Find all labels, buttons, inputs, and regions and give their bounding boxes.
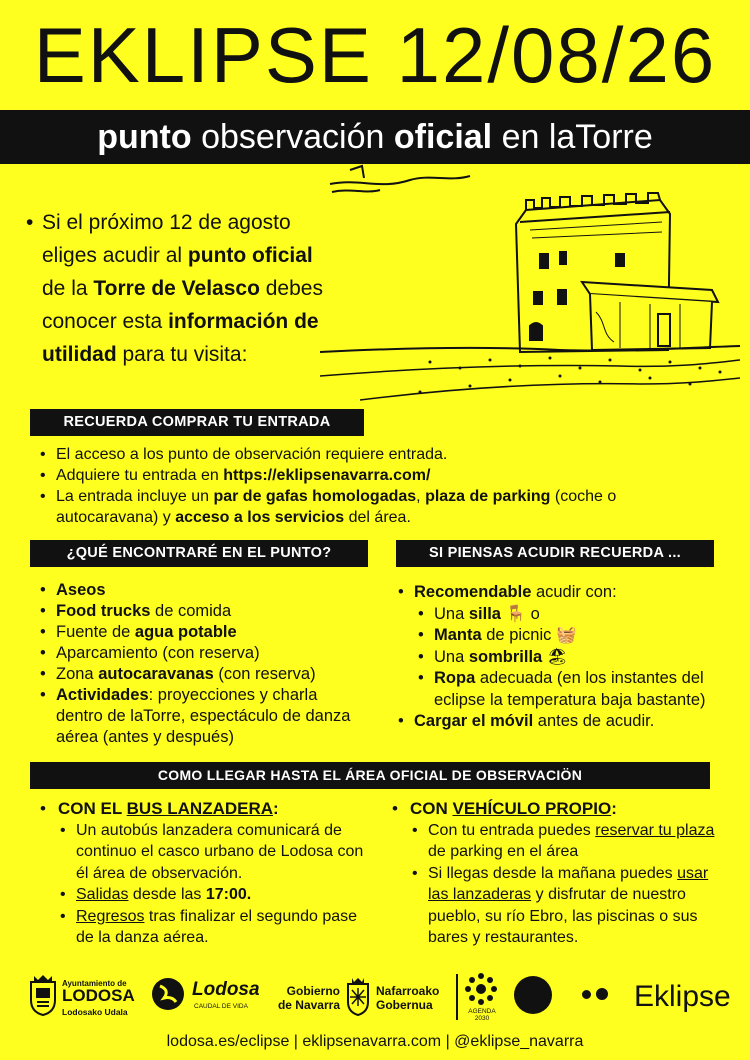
list-text: adecuada (en los instantes del eclipse la temperatura baja bastante): [434, 669, 706, 709]
entrada-list: [38, 444, 718, 528]
list-text: El acceso a los punto de observación requiere entrada.: [56, 446, 448, 463]
page-title: EKLIPSE 12/08/26: [33, 11, 717, 99]
ayto-small-label: Ayuntamiento de: [62, 979, 127, 988]
list-underline: BUS LANZADERA: [126, 799, 274, 818]
subtitle-bold-2: oficial: [393, 118, 493, 156]
coat-of-arms-icon: [28, 974, 58, 1016]
section-heading-llegar: COMO LLEGAR HASTA EL ÁREA OFICIAL DE OBSERVACIÖN: [30, 762, 710, 789]
list-bold: acceso a los servicios: [175, 509, 345, 526]
agenda-2030-icon: [464, 972, 498, 1006]
list-text: acudir con:: [531, 583, 617, 601]
navarra-shield-icon: [344, 978, 372, 1016]
ayto-sub-label: Lodosako Udala: [62, 1007, 128, 1017]
list-item: [396, 711, 726, 733]
tower-illustration: [320, 162, 740, 408]
list-text: Una: [434, 604, 469, 623]
list-bold: :: [611, 799, 617, 818]
list-text: Un autobús lanzadera comunicará de continuo el casco urbano de Lodosa con él área de observación.: [76, 821, 364, 882]
list-bold: autocaravanas: [98, 665, 214, 683]
eclipse-circle-icon: [514, 976, 552, 1014]
list-bold: Recomendable: [414, 583, 532, 601]
list-bold: CON: [410, 799, 453, 818]
lodosa-brand-name: Lodosa: [192, 979, 260, 1000]
list-text: antes de acudir.: [533, 712, 655, 730]
list-text: de parking en el área: [428, 843, 579, 860]
list-underline: VEHÍCULO PROPIO: [452, 799, 612, 818]
list-item: [38, 884, 378, 906]
bullet-icon: •: [26, 211, 34, 234]
list-text: (coche o autocaravana) y: [56, 488, 617, 526]
eclipse-dot-icon: [596, 988, 608, 1000]
list-item: [38, 601, 368, 622]
section-heading-punto: ¿QUÉ ENCONTRARÉ EN EL PUNTO?: [30, 540, 368, 567]
list-text: Si llegas desde la mañana puedes: [428, 864, 678, 882]
gobierno-label-1: Gobierno: [286, 984, 340, 998]
list-text: y disfrutar de nuestro pueblo, su río Ebro, las piscinas o sus bares y restaurantes.: [428, 886, 698, 946]
list-item: [396, 582, 726, 604]
list-bold: Cargar el móvil: [414, 712, 534, 730]
list-underline: reservar tu plaza: [595, 821, 715, 839]
list-item: [38, 622, 368, 643]
list-text: de picnic 🧺: [481, 626, 577, 644]
list-item: [38, 664, 368, 685]
list-item: [390, 798, 730, 820]
list-text: del área.: [344, 509, 411, 526]
list-item: [396, 668, 726, 711]
subtitle-text-2: en laTorre: [492, 118, 653, 156]
list-bold: Aseos: [56, 581, 106, 599]
list-item: [38, 685, 368, 748]
list-bold: agua potable: [134, 623, 237, 641]
lodosa-brand-icon: [150, 976, 186, 1012]
list-text: La entrada incluye un: [56, 488, 214, 505]
list-item: [396, 625, 726, 647]
intro-text: debes conocer esta: [42, 277, 323, 333]
ayto-name: LODOSA: [62, 986, 135, 1005]
list-underline: Regresos: [76, 907, 145, 925]
list-item: [396, 604, 726, 626]
section-heading-recuerda: SI PIENSAS ACUDIR RECUERDA ...: [396, 540, 714, 567]
list-text: 🪑 o: [500, 604, 540, 623]
list-text: : proyecciones y charla dentro de laTorre, espectáculo de danza aérea (antes y después): [56, 686, 351, 746]
intro-bold: punto oficial: [187, 244, 313, 267]
list-text: Aparcamiento (con reserva): [56, 644, 260, 662]
subtitle-bold-1: punto: [97, 118, 192, 156]
footer-links[interactable]: lodosa.es/eclipse | eklipsenavarra.com | @eklipse_navarra: [166, 1033, 584, 1050]
list-text: Una: [434, 647, 469, 666]
lodosa-tagline: CAUDAL DE VIDA: [194, 1003, 248, 1010]
list-bold: :: [273, 799, 279, 818]
gobierno-label-2: de Navarra: [277, 998, 340, 1012]
list-underline: Salidas: [76, 886, 129, 903]
list-bold: Manta: [434, 626, 482, 644]
list-bold: silla: [468, 604, 501, 623]
list-bold: Ropa: [434, 669, 476, 687]
list-text: tras finalizar el segundo pase de la danza aérea.: [76, 907, 358, 946]
list-item: [38, 798, 378, 820]
list-bold: par de gafas homologadas: [213, 488, 417, 505]
website-link[interactable]: https://eklipsenavarra.com/: [223, 467, 431, 484]
intro-text: de la: [42, 277, 94, 300]
list-bold: sombrilla: [468, 647, 543, 666]
section-heading-entrada: RECUERDA COMPRAR TU ENTRADA: [30, 409, 364, 436]
list-text: (con reserva): [213, 665, 316, 683]
list-text: desde las: [128, 886, 206, 903]
subtitle-banner: [0, 110, 750, 164]
list-bold: CON EL: [58, 799, 127, 818]
list-bold: Food trucks: [56, 602, 151, 620]
list-item: [38, 580, 368, 601]
punto-list: [38, 580, 368, 748]
list-text: Zona: [56, 665, 99, 683]
list-item: [38, 486, 718, 528]
list-bold: Actividades: [56, 686, 149, 704]
list-text: ,: [416, 488, 426, 505]
subtitle-text-1: observación: [191, 118, 394, 156]
list-item: [396, 647, 726, 669]
car-list: [390, 798, 730, 949]
list-item: [390, 820, 730, 863]
list-item: [38, 643, 368, 664]
list-text: Fuente de: [56, 623, 135, 641]
list-text: 🏖: [542, 647, 568, 666]
intro-bold: Torre de Velasco: [93, 277, 260, 300]
list-item: [38, 906, 378, 949]
nafarroako-label-1: Nafarroako: [376, 984, 440, 998]
agenda-label: AGENDA 2030: [468, 1008, 496, 1022]
list-text: Adquiere tu entrada en: [56, 467, 224, 484]
list-item: [390, 863, 730, 949]
nafarroako-label-2: Gobernua: [376, 998, 433, 1012]
list-item: [38, 465, 718, 486]
list-bold: plaza de parking: [425, 488, 551, 505]
intro-text: para tu visita:: [116, 343, 248, 366]
intro-paragraph: [28, 206, 338, 371]
list-underline: usar las lanzaderas: [428, 864, 709, 903]
list-bold: 17:00.: [205, 886, 252, 903]
list-item: [38, 820, 378, 885]
intro-bold: información de utilidad: [42, 310, 319, 366]
list-text: de comida: [150, 602, 232, 620]
eklipse-wordmark: Eklipse: [634, 980, 731, 1013]
logos-row: [0, 968, 750, 1028]
bus-list: [38, 798, 378, 949]
list-item: [38, 444, 718, 465]
list-text: Con tu entrada puedes: [428, 821, 596, 839]
logo-divider: [456, 974, 458, 1020]
eclipse-dot-icon: [582, 990, 591, 999]
intro-text: Si el próximo 12 de agosto eliges acudir al: [42, 211, 291, 267]
recuerda-list: [396, 582, 726, 733]
